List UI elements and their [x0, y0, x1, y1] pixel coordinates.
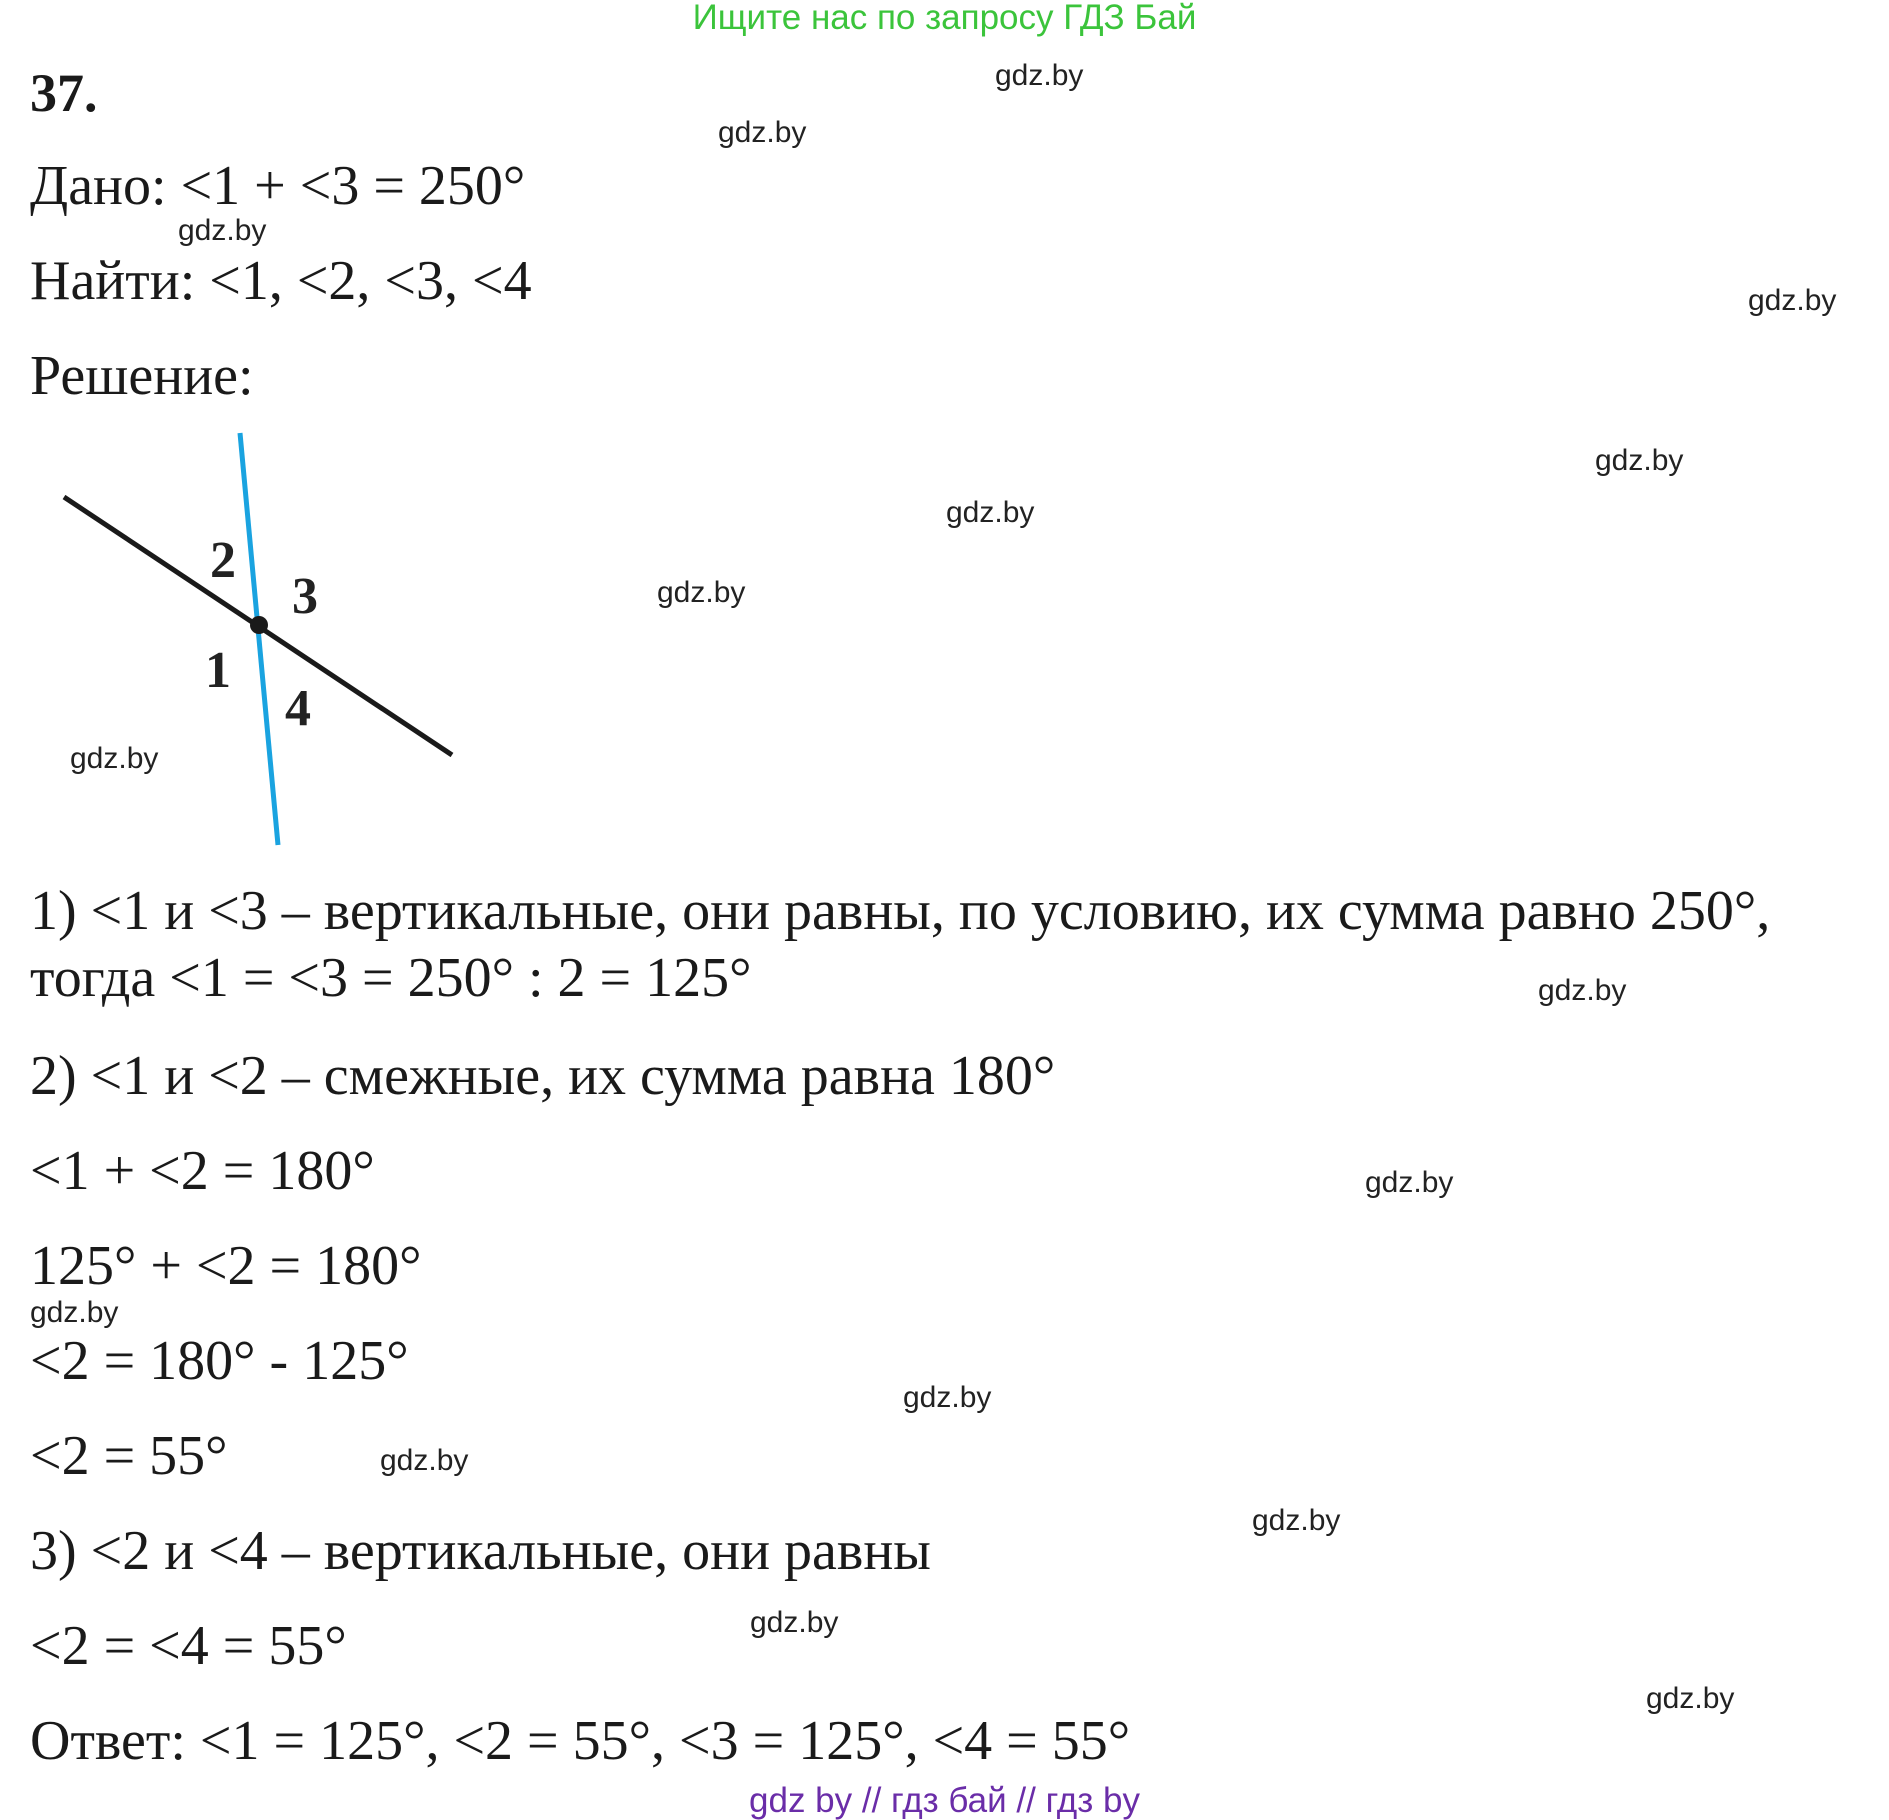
- step-3-eq-1: <2 = <4 = 55°: [30, 1615, 347, 1677]
- step-2-line-1: 2) <1 и <2 – смежные, их сумма равна 180°: [30, 1045, 1056, 1107]
- watermark: gdz.by: [1646, 1682, 1735, 1715]
- angle-label-4: 4: [285, 680, 311, 737]
- angles-figure: [50, 425, 470, 855]
- watermark: gdz.by: [1595, 444, 1684, 477]
- transversal-line: [240, 433, 278, 845]
- angle-label-3: 3: [292, 568, 318, 625]
- find-line: Найти: <1, <2, <3, <4: [30, 250, 532, 312]
- watermark: gdz.by: [178, 214, 267, 247]
- step-1-line-1: 1) <1 и <3 – вертикальные, они равны, по условию, их сумма равно 250°,: [30, 880, 1771, 942]
- step-1-line-2: тогда <1 = <3 = 250° : 2 = 125°: [30, 947, 752, 1009]
- watermark: gdz.by: [70, 742, 159, 775]
- watermark: gdz.by: [946, 496, 1035, 529]
- solution-heading: Решение:: [30, 345, 254, 407]
- watermark: gdz.by: [380, 1444, 469, 1477]
- step-3-line-1: 3) <2 и <4 – вертикальные, они равны: [30, 1520, 931, 1582]
- step-2-eq-3: <2 = 180° - 125°: [30, 1330, 409, 1392]
- watermark: gdz.by: [750, 1606, 839, 1639]
- watermark: gdz.by: [657, 576, 746, 609]
- answer-line: Ответ: <1 = 125°, <2 = 55°, <3 = 125°, <4 = 55°: [30, 1710, 1131, 1772]
- watermark: gdz.by: [30, 1296, 119, 1329]
- intersection-point: [250, 616, 268, 634]
- top-banner: Ищите нас по запросу ГДЗ Бай: [692, 0, 1197, 37]
- watermark: gdz.by: [1365, 1166, 1454, 1199]
- watermark: gdz.by: [718, 116, 807, 149]
- step-2-eq-4: <2 = 55°: [30, 1425, 228, 1487]
- given-line: Дано: <1 + <3 = 250°: [30, 155, 526, 217]
- watermark: gdz.by: [1748, 284, 1837, 317]
- watermark: gdz.by: [995, 59, 1084, 92]
- step-2-eq-1: <1 + <2 = 180°: [30, 1140, 375, 1202]
- footer-credits: gdz by // гдз бай // гдз by: [749, 1781, 1140, 1820]
- step-2-eq-2: 125° + <2 = 180°: [30, 1235, 422, 1297]
- angle-label-1: 1: [205, 642, 231, 699]
- angle-label-2: 2: [210, 532, 236, 589]
- watermark: gdz.by: [903, 1381, 992, 1414]
- watermark: gdz.by: [1538, 974, 1627, 1007]
- problem-number: 37.: [30, 63, 98, 123]
- watermark: gdz.by: [1252, 1504, 1341, 1537]
